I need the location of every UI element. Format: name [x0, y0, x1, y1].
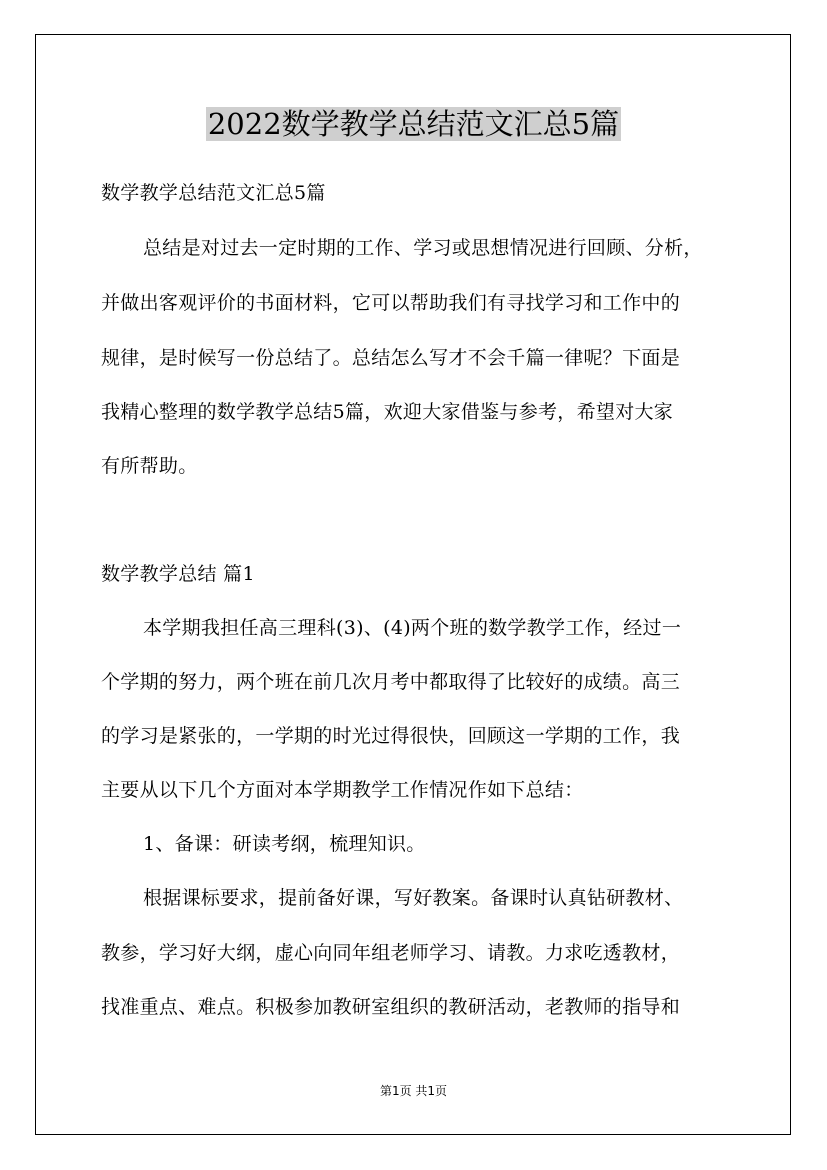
- intro-line-5: 有所帮助。: [101, 455, 198, 477]
- document-subtitle: 数学教学总结范文汇总5篇: [101, 182, 326, 204]
- intro-line-1: 总结是对过去一定时期的工作、学习或思想情况进行回顾、分析，: [143, 237, 703, 259]
- page-footer: 第1页 共1页: [379, 1084, 448, 1098]
- item-1-line-1: 根据课标要求，提前备好课，写好教案。备课时认真钻研教材、: [143, 887, 684, 909]
- section-line-1: 本学期我担任高三理科(3)、(4)两个班的数学教学工作，经过一: [143, 617, 682, 639]
- section-heading: 数学教学总结 篇1: [101, 563, 255, 585]
- section-line-3: 的学习是紧张的，一学期的时光过得很快，回顾这一学期的工作，我: [101, 725, 681, 747]
- document-title-text: 2022数学教学总结范文汇总5篇: [207, 107, 620, 141]
- section-line-2: 个学期的努力，两个班在前几次月考中都取得了比较好的成绩。高三: [101, 671, 681, 693]
- intro-line-2: 并做出客观评价的书面材料，它可以帮助我们有寻找学习和工作中的: [101, 292, 681, 314]
- item-1-line-3: 找准重点、难点。积极参加教研室组织的教研活动，老教师的指导和: [101, 996, 681, 1018]
- item-1-line-2: 教参，学习好大纲，虚心向同年组老师学习、请教。力求吃透教材，: [101, 942, 681, 964]
- section-line-4: 主要从以下几个方面对本学期教学工作情况作如下总结：: [101, 779, 584, 801]
- list-item-1-heading: 1、备课：研读考纲，梳理知识。: [143, 833, 426, 855]
- intro-line-4: 我精心整理的数学教学总结5篇，欢迎大家借鉴与参考，希望对大家: [101, 401, 674, 423]
- document-title: [0, 104, 827, 144]
- intro-line-3: 规律，是时候写一份总结了。总结怎么写才不会千篇一律呢？下面是: [101, 347, 681, 369]
